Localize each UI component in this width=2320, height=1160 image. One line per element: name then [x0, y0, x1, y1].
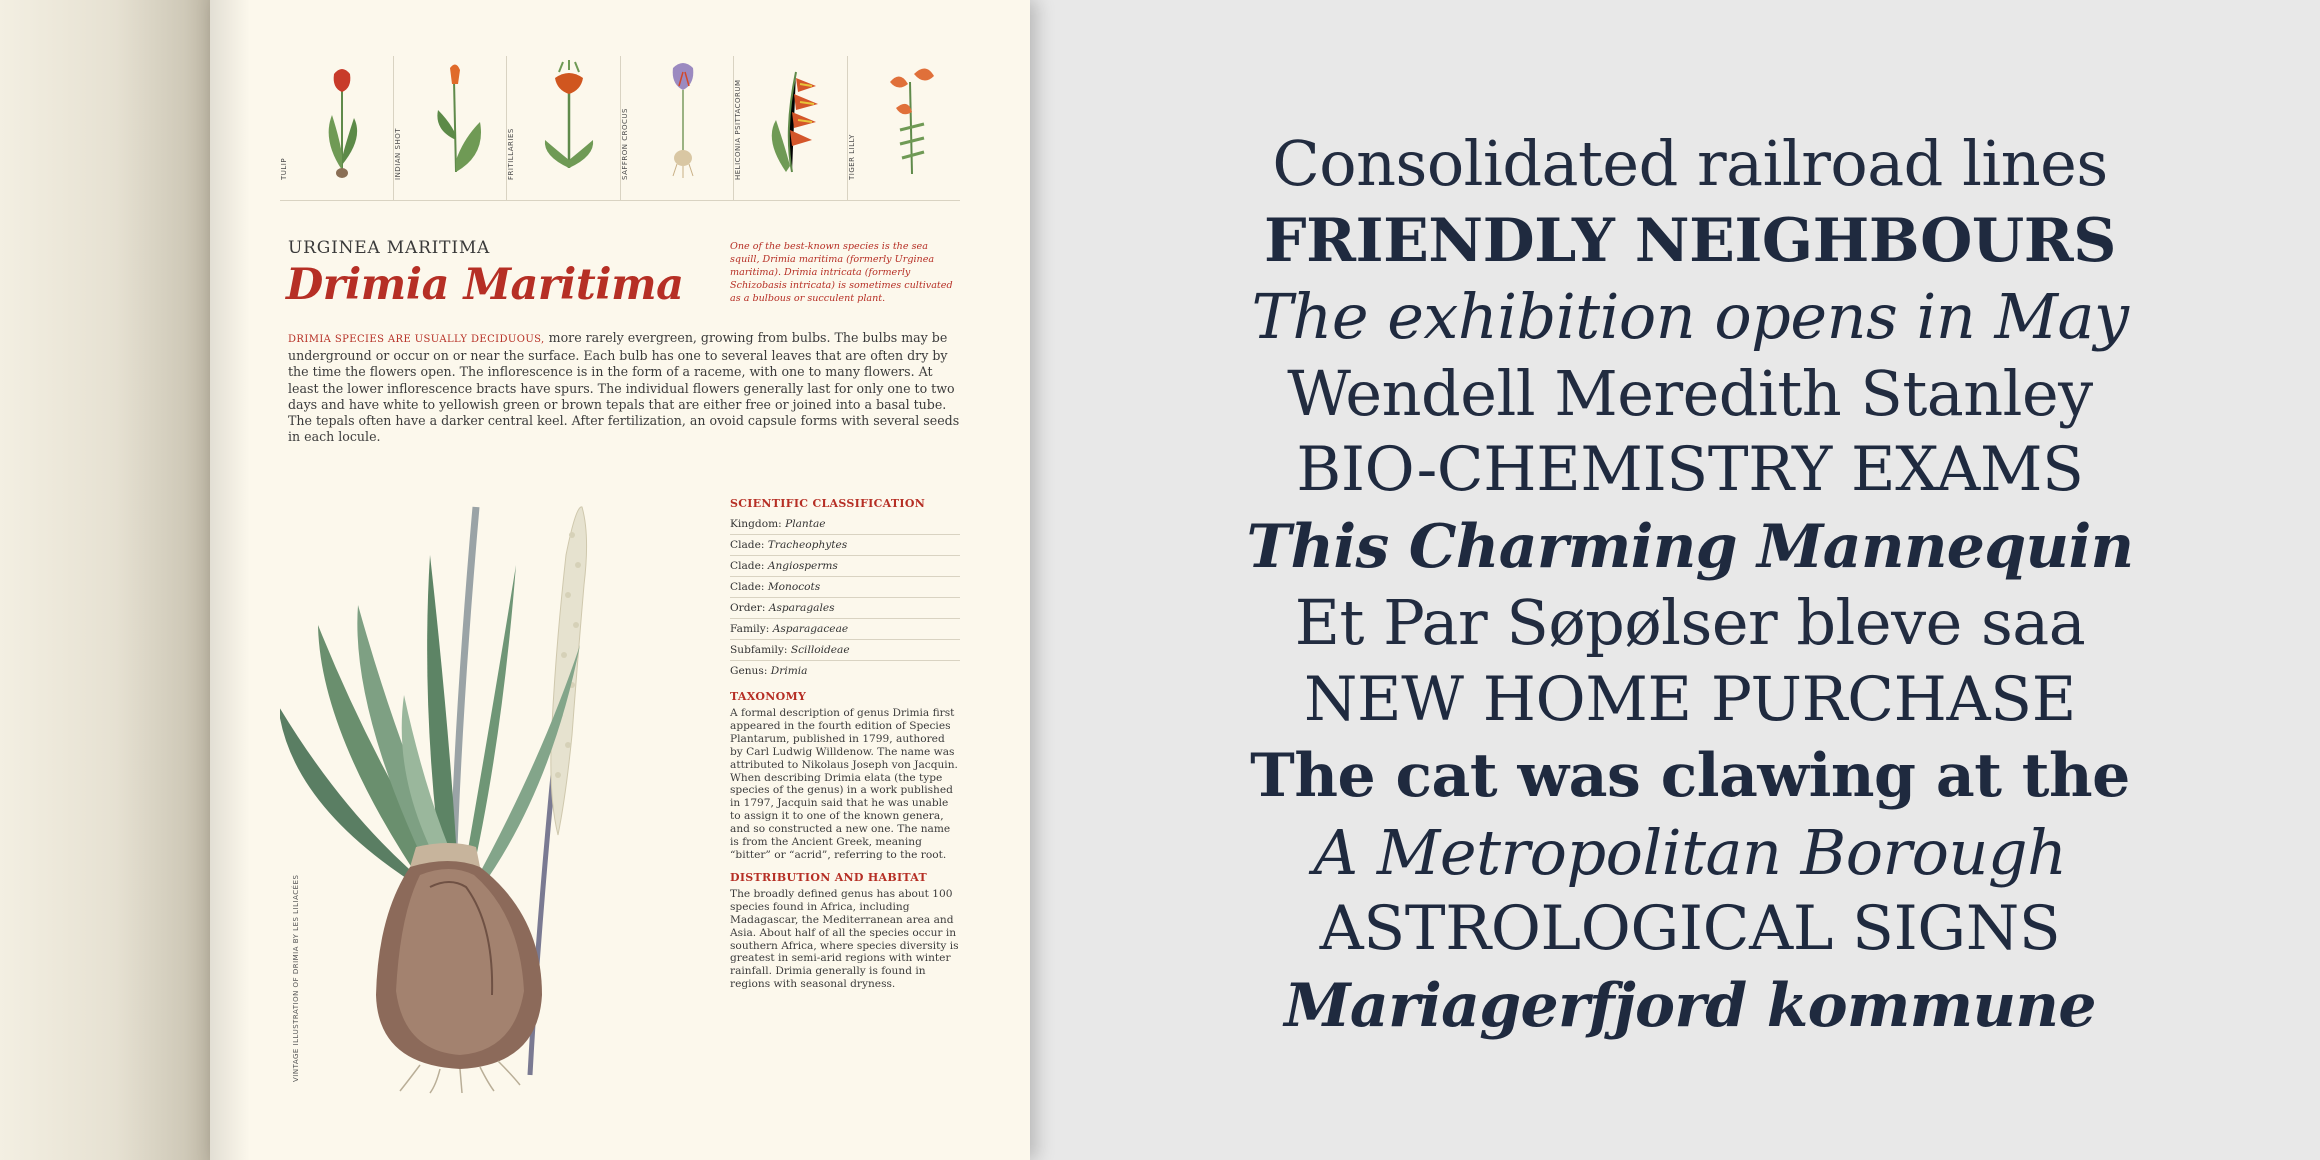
specimen-line: Et Par Søpølser bleve saa — [1294, 586, 2086, 659]
specimen-line: The exhibition opens in May — [1251, 280, 2129, 353]
classification-row — [730, 514, 960, 535]
book-gutter — [0, 0, 210, 1160]
class-key: Clade: — [730, 560, 765, 572]
classification-row — [730, 577, 960, 598]
specimen-line: Mariagerfjord kommune — [1284, 970, 2096, 1041]
intro-paragraph — [288, 330, 960, 445]
specimen-line: Consolidated railroad lines — [1272, 127, 2108, 200]
flower-label: SAFFRON CROCUS — [620, 108, 629, 180]
flower-fritillaries — [507, 56, 621, 200]
taxonomy-text: A formal description of genus Drimia first appeared in the fourth edition of Species Plantarum, published in 1799, authored by Carl Ludwig Willdenow. The name was attributed to Nikolaus Joseph von Jacquin. When describing Drimia elata (the type species of the genus) in a work published in 1797, Jacquin said that he was unable to assign it to one of the known genera, and so constructed a new one. The name is from the Ancient Greek, meaning “bitter” or “acrid”, referring to the root. — [730, 707, 958, 861]
specimen-line: NEW HOME PURCHASE — [1303, 663, 2077, 735]
illustration-credit: VINTAGE ILLUSTRATION OF DRIMIA BY LES LILIACÉES — [292, 874, 300, 1082]
flower-label: FRITILLARIES — [507, 128, 515, 180]
class-value: Drimia — [770, 665, 808, 677]
class-value: Monocots — [767, 581, 821, 593]
flower-label: HELICONIA PSITTACORUM — [734, 79, 742, 180]
classification-row — [730, 535, 960, 556]
classification-row — [730, 619, 960, 640]
class-value: Asparagales — [768, 602, 835, 614]
species-sidenote: One of the best-known species is the sea squill, Drimia maritima (formerly Urginea maritima). Drimia intricata (formerly Schizobasis intricata) is sometimes cultivated as a bulbous or succulent plant. — [730, 241, 953, 304]
taxonomy-heading: TAXONOMY — [730, 690, 807, 703]
intro-lead: DRIMIA SPECIES ARE USUALLY DECIDUOUS, — [288, 334, 545, 345]
saffron-crocus-illustration — [643, 60, 723, 180]
classification-row — [730, 661, 960, 681]
intro-body: more rarely evergreen, growing from bulbs. The bulbs may be underground or occur on or near the surface. Each bulb has one to several leaves that are often dry by the time the flowers open. The inflorescence is in the form of a raceme, with one to many flowers. At least the lower inflorescence bracts have spurs. The individual flowers generally last for only one to two days and have white to yellowish green or brown tepals that are either free or joined into a basal tube. The tepals often have a darker central keel. After fertilization, an ovoid capsule forms with several seeds in each locule. — [288, 330, 960, 445]
species-headline: Drimia Maritima — [286, 260, 684, 310]
specimen-line: ASTROLOGICAL SIGNS — [1319, 893, 2061, 964]
class-value: Angiosperms — [767, 560, 838, 572]
flower-label: INDIAN SHOT — [393, 128, 402, 180]
flower-tulip — [280, 56, 394, 200]
class-key: Clade: — [730, 581, 765, 593]
classification-column — [730, 497, 960, 991]
specimen-line: BIO-CHEMISTRY EXAMS — [1296, 434, 2084, 505]
classification-row — [730, 598, 960, 619]
species-kicker: URGINEA MARITIMA — [288, 238, 491, 258]
tulip-illustration — [302, 60, 382, 180]
class-value: Tracheophytes — [767, 539, 848, 551]
book-page — [210, 0, 1030, 1160]
specimen-line: The cat was clawing at the — [1250, 741, 2130, 811]
classification-heading: SCIENTIFIC CLASSIFICATION — [730, 497, 926, 510]
class-key: Subfamily: — [730, 644, 788, 656]
class-key: Genus: — [730, 665, 768, 677]
distribution-text: The broadly defined genus has about 100 species found in Africa, including Madagascar, the Mediterranean area and Asia. About half of all the species occur in southern Africa, where species diversity is greatest in semi-arid regions with winter rainfall. Drimia generally is found in regions with seasonal dryness. — [730, 887, 959, 991]
flower-strip — [280, 56, 960, 201]
flower-tiger-lily — [848, 56, 961, 200]
flower-saffron-crocus — [621, 56, 735, 200]
specimen-line: A Metropolitan Borough — [1313, 815, 2067, 889]
class-key: Clade: — [730, 539, 765, 551]
type-specimen — [1240, 126, 2140, 1046]
flower-label: TIGER LILLY — [847, 134, 856, 180]
class-value: Plantae — [785, 518, 826, 530]
class-key: Family: — [730, 623, 770, 635]
flower-label: TULIP — [280, 157, 288, 180]
flower-heliconia — [734, 56, 848, 200]
classification-table — [730, 514, 960, 681]
class-key: Kingdom: — [730, 518, 782, 530]
class-value: Scilloideae — [790, 644, 850, 656]
drimia-illustration — [280, 495, 680, 1095]
fritillaries-illustration — [529, 60, 609, 180]
indian-shot-illustration — [416, 60, 496, 180]
specimen-line: This Charming Mannequin — [1246, 511, 2134, 582]
tiger-lily-illustration — [870, 60, 950, 180]
classification-row — [730, 556, 960, 577]
class-key: Order: — [730, 602, 766, 614]
flower-indian-shot — [394, 56, 508, 200]
specimen-line: FRIENDLY NEIGHBOURS — [1264, 205, 2116, 276]
classification-row — [730, 640, 960, 661]
specimen-line: Wendell Meredith Stanley — [1287, 356, 2093, 430]
distribution-heading: DISTRIBUTION AND HABITAT — [730, 870, 928, 884]
class-value: Asparagaceae — [772, 623, 849, 635]
heliconia-illustration — [756, 60, 836, 180]
